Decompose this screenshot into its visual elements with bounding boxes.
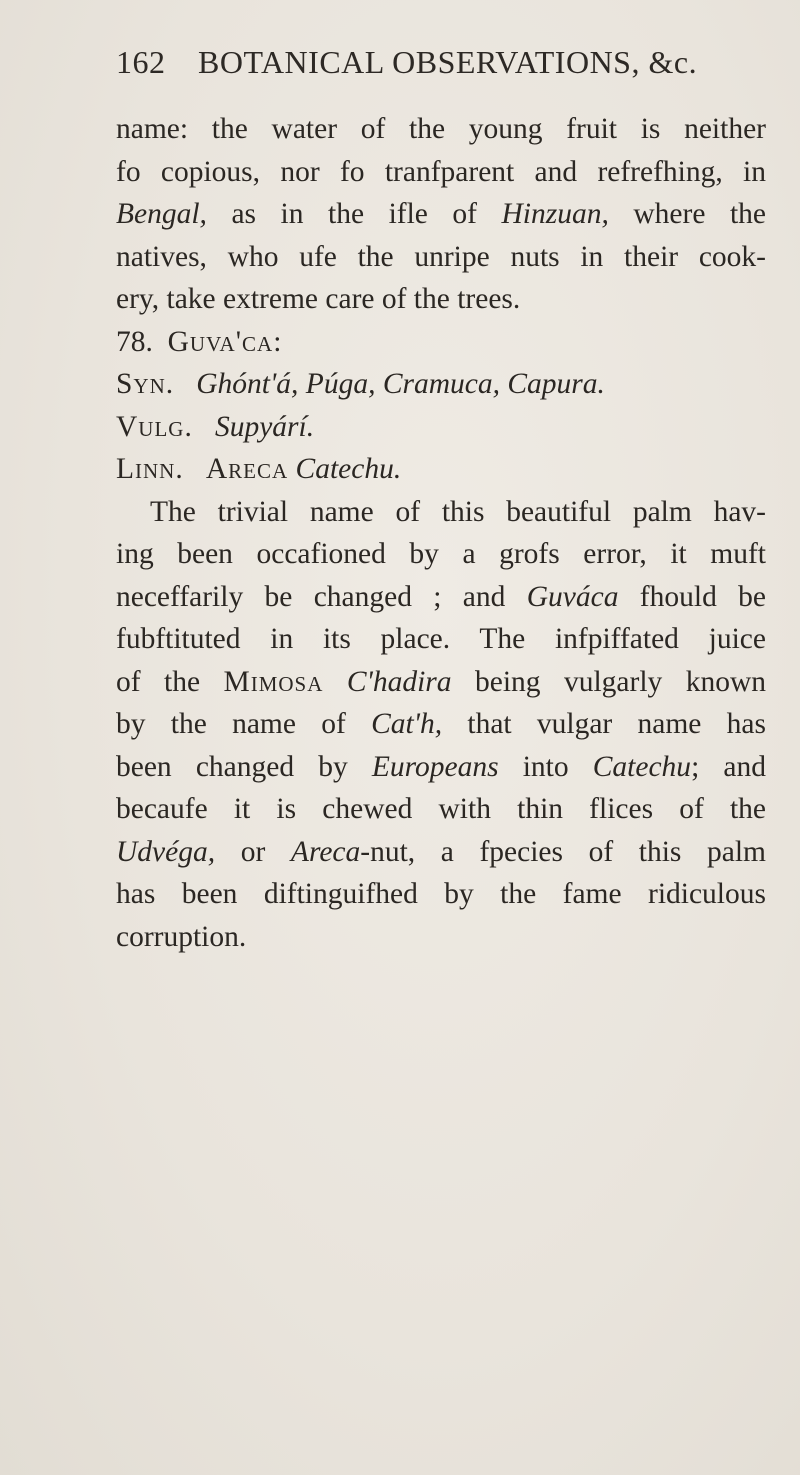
text-line — [116, 831, 766, 874]
people-name: Europeans — [371, 750, 499, 783]
text-span: or — [215, 835, 291, 868]
text-span: neceffarily be changed ; and — [116, 580, 527, 613]
text-line — [116, 703, 766, 746]
page-number: 162 — [116, 44, 166, 80]
plant-name: Cat'h, — [371, 708, 443, 740]
text-span — [323, 666, 346, 698]
vulg-label: Vulg. — [116, 410, 193, 443]
text-span: where the — [608, 198, 766, 230]
entry-heading — [116, 321, 766, 364]
body-text — [116, 108, 766, 958]
text-line: name: the water of the young fruit is neither — [116, 113, 766, 145]
vulg-text: Supyárí. — [214, 410, 315, 443]
vulgar-line — [116, 406, 766, 449]
text-span: of the — [116, 665, 224, 698]
text-line: fubftituted in its place. The infpiffated juice — [116, 623, 766, 655]
text-span: into — [498, 750, 593, 783]
text-span: fhould be — [618, 580, 766, 613]
text-span: by the name of — [116, 708, 372, 740]
entry-number: 78. — [116, 325, 153, 358]
linn-label: Linn. — [116, 453, 184, 485]
text-span: that vulgar name has — [442, 708, 766, 740]
place-name: Bengal, — [116, 198, 207, 230]
text-line: ing been occafioned by a grofs error, it muft — [116, 538, 766, 570]
text-line: has been diftinguifhed by the fame ridiculous — [116, 878, 766, 910]
place-name: Hinzuan, — [501, 198, 609, 230]
page-header — [116, 44, 756, 88]
text-line: becaufe it is chewed with thin flices of the — [116, 793, 766, 825]
text-span: been changed by — [116, 750, 372, 783]
plant-name: Udvéga, — [116, 835, 216, 868]
text-line: fo copious, nor fo tranfparent and refrefhing, in — [116, 155, 766, 188]
entry-name: Guva'ca: — [167, 325, 283, 358]
linnaeus-line — [116, 448, 766, 491]
plant-name: C'hadira — [346, 665, 452, 698]
syn-label: Syn. — [116, 368, 175, 400]
text-line — [116, 746, 766, 789]
text-line — [116, 193, 766, 236]
genus-name: Mimosa — [223, 665, 324, 698]
plant-name: Areca- — [290, 835, 371, 868]
text-line — [116, 661, 766, 704]
plant-name: Catechu — [592, 750, 692, 783]
text-line: The trivial name of this beautiful palm hav- — [150, 495, 766, 528]
text-line: ery, take extreme care of the trees. — [116, 283, 521, 315]
text-span: being vulgarly known — [451, 665, 767, 698]
linn-genus: Areca — [205, 453, 289, 485]
text-span: ; and — [691, 750, 766, 783]
linn-species: Catechu. — [295, 453, 402, 485]
synonyms-line — [116, 363, 766, 406]
text-line — [116, 576, 766, 619]
text-span: nut, a fpecies of this palm — [370, 835, 766, 868]
running-title: BOTANICAL OBSERVATIONS, &c. — [198, 44, 698, 80]
text-span: as in the ifle of — [206, 198, 502, 230]
plant-name: Guváca — [526, 580, 619, 613]
text-line: corruption. — [116, 920, 247, 953]
syn-text: Ghónt'á, Púga, Cramuca, Capura. — [196, 368, 605, 400]
text-line: natives, who ufe the unripe nuts in their cook- — [116, 240, 766, 273]
